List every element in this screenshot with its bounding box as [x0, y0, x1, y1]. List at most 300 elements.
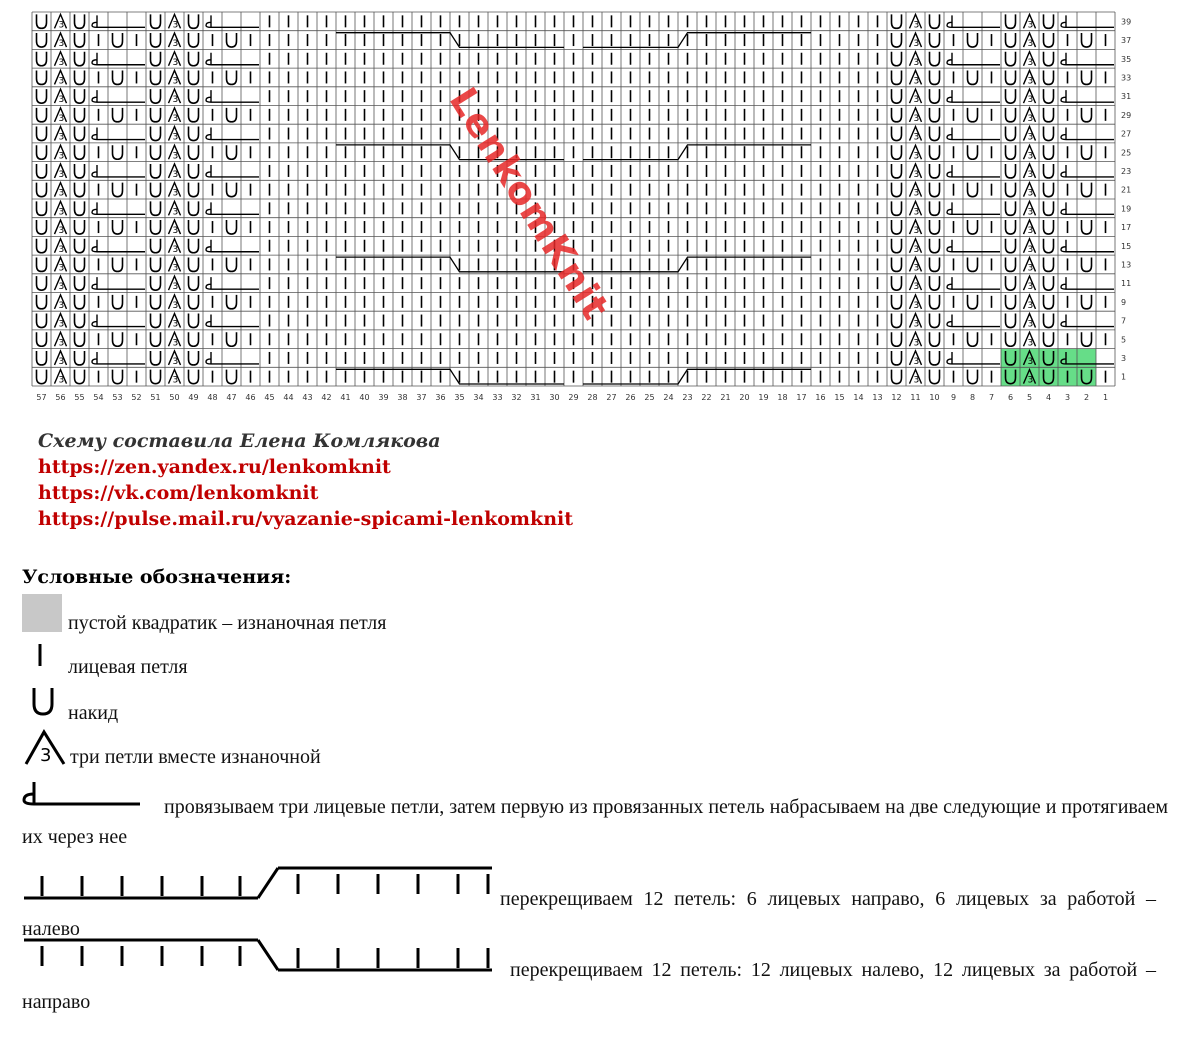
three-knit-pass-over [206, 165, 259, 177]
yarn-over [37, 370, 47, 384]
three-knit-pass-over [1061, 202, 1114, 214]
p3-number: 3 [172, 226, 179, 237]
p3-number: 3 [58, 169, 65, 180]
yarn-over [930, 183, 940, 197]
yarn-over [189, 239, 199, 253]
yarn-over [113, 257, 123, 271]
column-label: 49 [188, 393, 199, 402]
column-label: 19 [758, 393, 769, 402]
three-knit-pass-over [206, 315, 259, 327]
yarn-over [930, 257, 940, 271]
yarn-over [1006, 33, 1016, 47]
yarn-over [1044, 108, 1054, 122]
yarn-over [75, 33, 85, 47]
yarn-over [227, 183, 237, 197]
yarn-over [227, 70, 237, 84]
column-label: 41 [340, 393, 351, 402]
yarn-over [37, 257, 47, 271]
p3-number: 3 [172, 338, 179, 349]
column-label: 15 [834, 393, 845, 402]
yarn-over [227, 33, 237, 47]
yarn-over [75, 14, 85, 28]
column-label: 20 [739, 393, 750, 402]
yarn-over [1044, 89, 1054, 103]
p3-number: 3 [913, 169, 920, 180]
knitting-chart-grid [30, 10, 1160, 415]
yarn-over [151, 108, 161, 122]
p3-number: 3 [58, 95, 65, 106]
yarn-over [37, 70, 47, 84]
yarn-over [189, 14, 199, 28]
column-label: 38 [397, 393, 408, 402]
p3-number: 3 [172, 300, 179, 311]
row-label: 25 [1121, 148, 1132, 158]
three-knit-pass-over [92, 352, 145, 364]
legend-item-cable-left: перекрещиваем 12 петель: 12 лицевых налево, 12 лицевых за работой – направо [22, 959, 1156, 1013]
yarn-over [968, 108, 978, 122]
three-knit-pass-over [92, 53, 145, 65]
column-label: 48 [207, 393, 218, 402]
row-label: 33 [1121, 73, 1132, 83]
yarn-over [37, 108, 47, 122]
yarn-over [151, 14, 161, 28]
three-knit-pass-over [92, 90, 145, 102]
three-knit-pass-over [206, 128, 259, 140]
yarn-over [189, 108, 199, 122]
yarn-over [930, 351, 940, 365]
yarn-over [151, 201, 161, 215]
column-label: 3 [1064, 393, 1071, 402]
column-label: 55 [74, 393, 85, 402]
yarn-over [113, 145, 123, 159]
p3-number: 3 [172, 39, 179, 50]
yarn-over [75, 239, 85, 253]
p3-number: 3 [58, 188, 65, 199]
column-label: 28 [587, 393, 598, 402]
yarn-over [75, 183, 85, 197]
yarn-over [75, 127, 85, 141]
yarn-over [113, 70, 123, 84]
yarn-over [227, 145, 237, 159]
yarn-over [75, 108, 85, 122]
yarn-over [892, 145, 902, 159]
yarn-over [930, 108, 940, 122]
yarn-over [189, 257, 199, 271]
yarn-over [75, 70, 85, 84]
p3-number: 3 [172, 263, 179, 274]
yarn-over [75, 220, 85, 234]
p3-number: 3 [1027, 319, 1034, 330]
yarn-over [1082, 295, 1092, 309]
yarn-over [189, 33, 199, 47]
yarn-over [1006, 89, 1016, 103]
three-knit-pass-over [206, 202, 259, 214]
legend-item-yarnover: накид [68, 702, 119, 724]
yarn-over [968, 257, 978, 271]
column-label: 45 [264, 393, 275, 402]
yarn-over [1082, 108, 1092, 122]
yarn-over [930, 164, 940, 178]
yarn-over [892, 220, 902, 234]
yarn-over [227, 220, 237, 234]
p3-number: 3 [58, 57, 65, 68]
three-knit-pass-over [92, 277, 145, 289]
row-label: 29 [1121, 110, 1132, 120]
row-label: 9 [1121, 297, 1127, 307]
row-label: 11 [1121, 279, 1132, 289]
yarn-over [189, 332, 199, 346]
column-label: 22 [701, 393, 712, 402]
legend-title: Условные обозначения: [22, 566, 292, 588]
row-label: 17 [1121, 223, 1132, 233]
yarn-over [151, 145, 161, 159]
p3-number: 3 [1027, 132, 1034, 143]
column-label: 25 [644, 393, 655, 402]
author-credit: Схему составила Елена Комлякова [38, 430, 441, 452]
p3-number: 3 [913, 39, 920, 50]
yarn-over [892, 370, 902, 384]
yarn-over [1006, 145, 1016, 159]
column-label: 5 [1026, 393, 1033, 402]
p3-number: 3 [913, 338, 920, 349]
yarn-over [1044, 276, 1054, 290]
yarn-over [227, 370, 237, 384]
yarn-over [1044, 70, 1054, 84]
yarn-over [189, 145, 199, 159]
yarn-over [75, 276, 85, 290]
yarn-over [151, 183, 161, 197]
yarn-over [1044, 257, 1054, 271]
row-label: 3 [1121, 353, 1127, 363]
column-label: 29 [568, 393, 579, 402]
three-knit-pass-over [947, 90, 1000, 102]
yarn-over [37, 239, 47, 253]
p3-number: 3 [58, 76, 65, 87]
p3-number: 3 [58, 319, 65, 330]
three-knit-pass-over [947, 277, 1000, 289]
column-label: 53 [112, 393, 123, 402]
row-label: 15 [1121, 241, 1132, 251]
three-knit-pass-over [1061, 277, 1114, 289]
yarn-over [892, 201, 902, 215]
yarn-over [75, 314, 85, 328]
yarn-over [1044, 127, 1054, 141]
p3-number: 3 [1027, 20, 1034, 31]
p3-number: 3 [172, 356, 179, 367]
yarn-over [189, 70, 199, 84]
row-label: 1 [1121, 372, 1127, 382]
yarn-over [37, 220, 47, 234]
p3-number: 3 [1027, 375, 1034, 386]
p3-number: 3 [172, 57, 179, 68]
p3-number: 3 [1027, 169, 1034, 180]
link-vk[interactable]: https://vk.com/lenkomknit [38, 482, 319, 504]
yarn-over [151, 276, 161, 290]
three-knit-pass-over [947, 352, 1000, 364]
yarn-over [1006, 108, 1016, 122]
column-label: 8 [969, 393, 976, 402]
column-label: 56 [55, 393, 66, 402]
column-label: 42 [321, 393, 332, 402]
yarn-over [75, 332, 85, 346]
p3-number: 3 [58, 282, 65, 293]
yarn-over [227, 332, 237, 346]
yarn-over [75, 351, 85, 365]
knit-stitch-icon [30, 640, 50, 670]
p3-number: 3 [172, 132, 179, 143]
yarn-over [968, 145, 978, 159]
row-label: 13 [1121, 260, 1132, 270]
yarn-over [189, 351, 199, 365]
yarn-over [227, 108, 237, 122]
row-label: 27 [1121, 129, 1132, 139]
yarn-over [968, 220, 978, 234]
yarn-over [930, 70, 940, 84]
three-knit-pass-over [92, 315, 145, 327]
yarn-over [892, 70, 902, 84]
p3-number: 3 [1027, 151, 1034, 162]
yarn-over [968, 295, 978, 309]
p3-number: 3 [1027, 207, 1034, 218]
p3-number: 3 [913, 20, 920, 31]
column-label: 52 [131, 393, 142, 402]
yarn-over [968, 370, 978, 384]
yarn-over [37, 164, 47, 178]
yarn-over [189, 89, 199, 103]
row-label: 39 [1121, 17, 1132, 27]
yarn-over [1044, 220, 1054, 234]
yarn-over [37, 127, 47, 141]
yarn-over [1044, 145, 1054, 159]
yarn-over [892, 257, 902, 271]
yarn-over [930, 33, 940, 47]
column-label: 31 [530, 393, 541, 402]
yarn-over [75, 257, 85, 271]
column-label: 1 [1102, 393, 1109, 402]
yarn-over [189, 183, 199, 197]
yarn-over [892, 295, 902, 309]
three-knit-pass-over [947, 202, 1000, 214]
p3-number: 3 [172, 207, 179, 218]
row-label: 23 [1121, 166, 1132, 176]
yarn-over [1006, 127, 1016, 141]
p3-number: 3 [58, 300, 65, 311]
yarn-over [151, 351, 161, 365]
three-knit-pass-over [206, 15, 259, 27]
column-label: 50 [169, 393, 180, 402]
yarn-over [151, 314, 161, 328]
column-label: 10 [929, 393, 940, 402]
yarn-over [930, 89, 940, 103]
legend-item-cable-right: перекрещиваем 12 петель: 6 лицевых направо, 6 лицевых за работой – налево [22, 888, 1156, 940]
yarn-over [892, 239, 902, 253]
yarn-over [930, 127, 940, 141]
column-label: 17 [796, 393, 807, 402]
three-knit-pass-over [92, 15, 145, 27]
yarn-over [930, 314, 940, 328]
p3-number: 3 [913, 132, 920, 143]
three-knit-pass-over [947, 165, 1000, 177]
column-label: 23 [682, 393, 693, 402]
p3-number: 3 [172, 188, 179, 199]
yarn-over [1006, 70, 1016, 84]
yarn-over [189, 295, 199, 309]
yarn-over [37, 89, 47, 103]
yarn-over [892, 351, 902, 365]
p3-number: 3 [1027, 113, 1034, 124]
p3-number: 3 [58, 375, 65, 386]
yarn-over [892, 276, 902, 290]
svg-text:3: 3 [40, 745, 52, 766]
legend-item-purl: пустой квадратик – изнаночная петля [68, 612, 387, 634]
yarn-over [1044, 52, 1054, 66]
p3-number: 3 [172, 244, 179, 255]
three-knit-pass-over [947, 128, 1000, 140]
yarn-over [1044, 14, 1054, 28]
column-label: 57 [36, 393, 47, 402]
p3-number: 3 [913, 319, 920, 330]
yarn-over [1006, 295, 1016, 309]
yarn-over [1006, 332, 1016, 346]
yarn-over [930, 145, 940, 159]
yarn-over [1082, 145, 1092, 159]
yarn-over [1006, 257, 1016, 271]
three-knit-pass-over [92, 202, 145, 214]
row-label: 7 [1121, 316, 1127, 326]
row-label: 19 [1121, 204, 1132, 214]
column-label: 6 [1007, 393, 1014, 402]
yarn-over [151, 127, 161, 141]
column-label: 32 [511, 393, 522, 402]
column-label: 21 [720, 393, 731, 402]
p3-number: 3 [913, 282, 920, 293]
yarn-over [930, 276, 940, 290]
three-knit-pass-over [1061, 90, 1114, 102]
yarn-over [1082, 183, 1092, 197]
credits-block [38, 428, 573, 532]
yarn-over [1006, 314, 1016, 328]
p3-number: 3 [1027, 188, 1034, 199]
yarn-over [37, 276, 47, 290]
yarn-over [1006, 164, 1016, 178]
yarn-over [113, 220, 123, 234]
yarn-over [930, 14, 940, 28]
yarn-over [1082, 257, 1092, 271]
row-label: 37 [1121, 36, 1132, 46]
three-knit-pass-over [92, 240, 145, 252]
p3-number: 3 [913, 76, 920, 87]
yarn-over [892, 14, 902, 28]
yarn-over [1006, 220, 1016, 234]
yarn-over [1006, 276, 1016, 290]
yarn-over [151, 164, 161, 178]
three-knit-pass-over [1061, 240, 1114, 252]
column-label: 7 [988, 393, 995, 402]
yarn-over [227, 257, 237, 271]
yarn-over [75, 89, 85, 103]
yarn-over [189, 276, 199, 290]
legend-item-p3tog: три петли вместе изнаночной [70, 746, 321, 768]
p3-number: 3 [913, 226, 920, 237]
yarn-over [113, 33, 123, 47]
p3-number: 3 [172, 95, 179, 106]
column-label: 4 [1045, 393, 1052, 402]
yarn-over [892, 52, 902, 66]
p3-number: 3 [1027, 300, 1034, 311]
column-label: 40 [359, 393, 370, 402]
yarn-over [968, 70, 978, 84]
yarn-over [1006, 14, 1016, 28]
link-pulse[interactable]: https://pulse.mail.ru/vyazanie-spicami-lenkomknit [38, 508, 574, 530]
three-knit-pass-over [947, 240, 1000, 252]
yarn-over [75, 295, 85, 309]
p3-number: 3 [1027, 57, 1034, 68]
p3-number: 3 [913, 207, 920, 218]
p3-number: 3 [1027, 226, 1034, 237]
yarn-over [151, 33, 161, 47]
yarn-over [151, 295, 161, 309]
column-label: 26 [625, 393, 636, 402]
yarn-over [113, 295, 123, 309]
yarn-over [1044, 314, 1054, 328]
yarn-over [930, 201, 940, 215]
p3-number: 3 [1027, 244, 1034, 255]
p3-number: 3 [172, 169, 179, 180]
yarn-over [1044, 164, 1054, 178]
column-label: 27 [606, 393, 617, 402]
column-label: 13 [872, 393, 883, 402]
p3-number: 3 [58, 20, 65, 31]
yarn-over [37, 314, 47, 328]
p3-number: 3 [58, 263, 65, 274]
row-label: 21 [1121, 185, 1132, 195]
link-zen[interactable]: https://zen.yandex.ru/lenkomknit [38, 456, 391, 478]
yarn-over-icon [28, 684, 58, 718]
column-label: 11 [910, 393, 921, 402]
yarn-over [151, 89, 161, 103]
yarn-over [75, 201, 85, 215]
yarn-over [930, 52, 940, 66]
p3-number: 3 [1027, 95, 1034, 106]
p3-number: 3 [913, 244, 920, 255]
yarn-over [113, 108, 123, 122]
yarn-over [75, 52, 85, 66]
p3-number: 3 [172, 20, 179, 31]
column-label: 34 [473, 393, 484, 402]
column-label: 33 [492, 393, 503, 402]
three-knit-pass-over [206, 277, 259, 289]
yarn-over [37, 183, 47, 197]
p3-number: 3 [58, 244, 65, 255]
three-knit-pass-over [206, 240, 259, 252]
p3-number: 3 [1027, 282, 1034, 293]
three-knit-pass-over [947, 53, 1000, 65]
p3-number: 3 [913, 113, 920, 124]
yarn-over [189, 52, 199, 66]
column-label: 37 [416, 393, 427, 402]
yarn-over [892, 164, 902, 178]
row-label: 5 [1121, 335, 1127, 345]
three-knit-pass-over [947, 15, 1000, 27]
p3-number: 3 [913, 375, 920, 386]
column-label: 54 [93, 393, 104, 402]
yarn-over [892, 332, 902, 346]
yarn-over [189, 201, 199, 215]
column-label: 24 [663, 393, 674, 402]
p3-number: 3 [58, 132, 65, 143]
p3-number: 3 [58, 39, 65, 50]
three-knit-pass-over [92, 128, 145, 140]
